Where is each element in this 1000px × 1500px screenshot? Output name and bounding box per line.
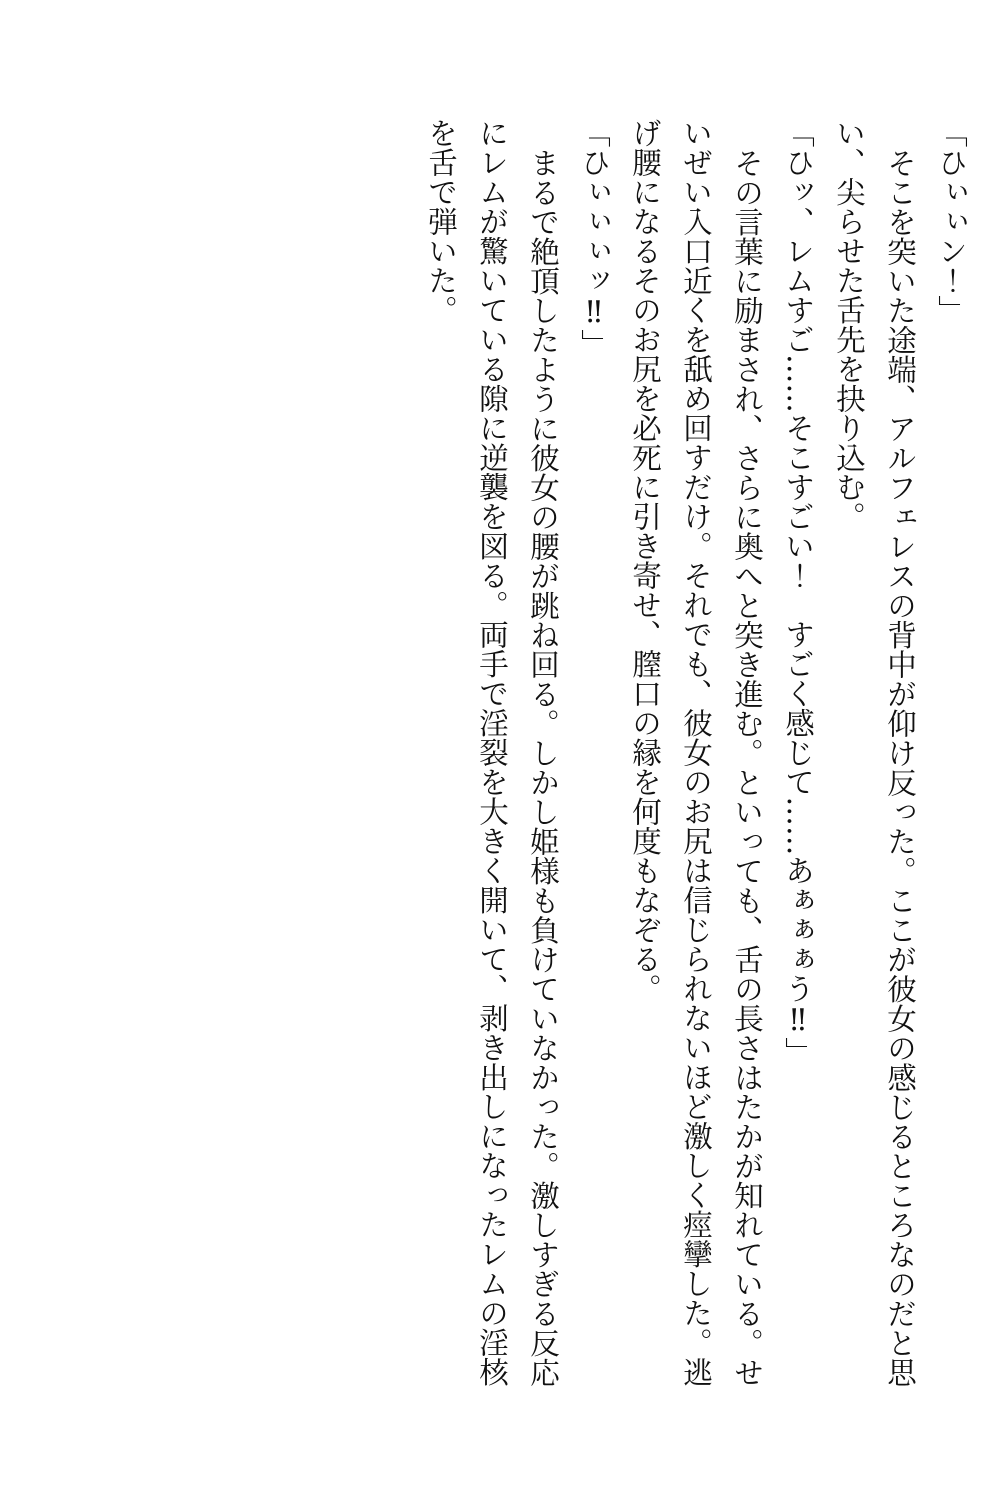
paragraph-narration: その言葉に励まされ、さらに奥へと突き進む。といっても、舌の長さはたかが知れている。せいぜい入口近くを舐め回すだけ。それでも、彼女のお尻は信じられないほど激しく痙攣した。逃げ腰になるそのお尻を必死に引き寄せ、膣口の縁を何度もなぞる。 [628,118,764,1387]
paragraph-narration: まるで絶頂したように彼女の腰が跳ね回る。しかし姫様も負けていなかった。激しすぎる反応にレムが驚いている隙に逆襲を図る。両手で淫裂を大きく開いて、剥き出しになったレムの淫核を舌で弾いた。 [424,118,560,1387]
text-block [415,118,976,1388]
paragraph-narration: そこを突いた途端、アルフェレスの背中が仰け反った。ここが彼女の感じるところなのだと思い、尖らせた舌先を抉り込む。 [832,118,917,1387]
paragraph-dialogue: 「ひぃぃン！」 [934,118,968,325]
paragraph-dialogue: 「ひッ、レムすご……そこすごい！ すごく感じて……あぁぁぁう‼」 [781,118,815,1067]
paragraph-dialogue: 「ひぃぃぃッ‼」 [577,118,611,359]
